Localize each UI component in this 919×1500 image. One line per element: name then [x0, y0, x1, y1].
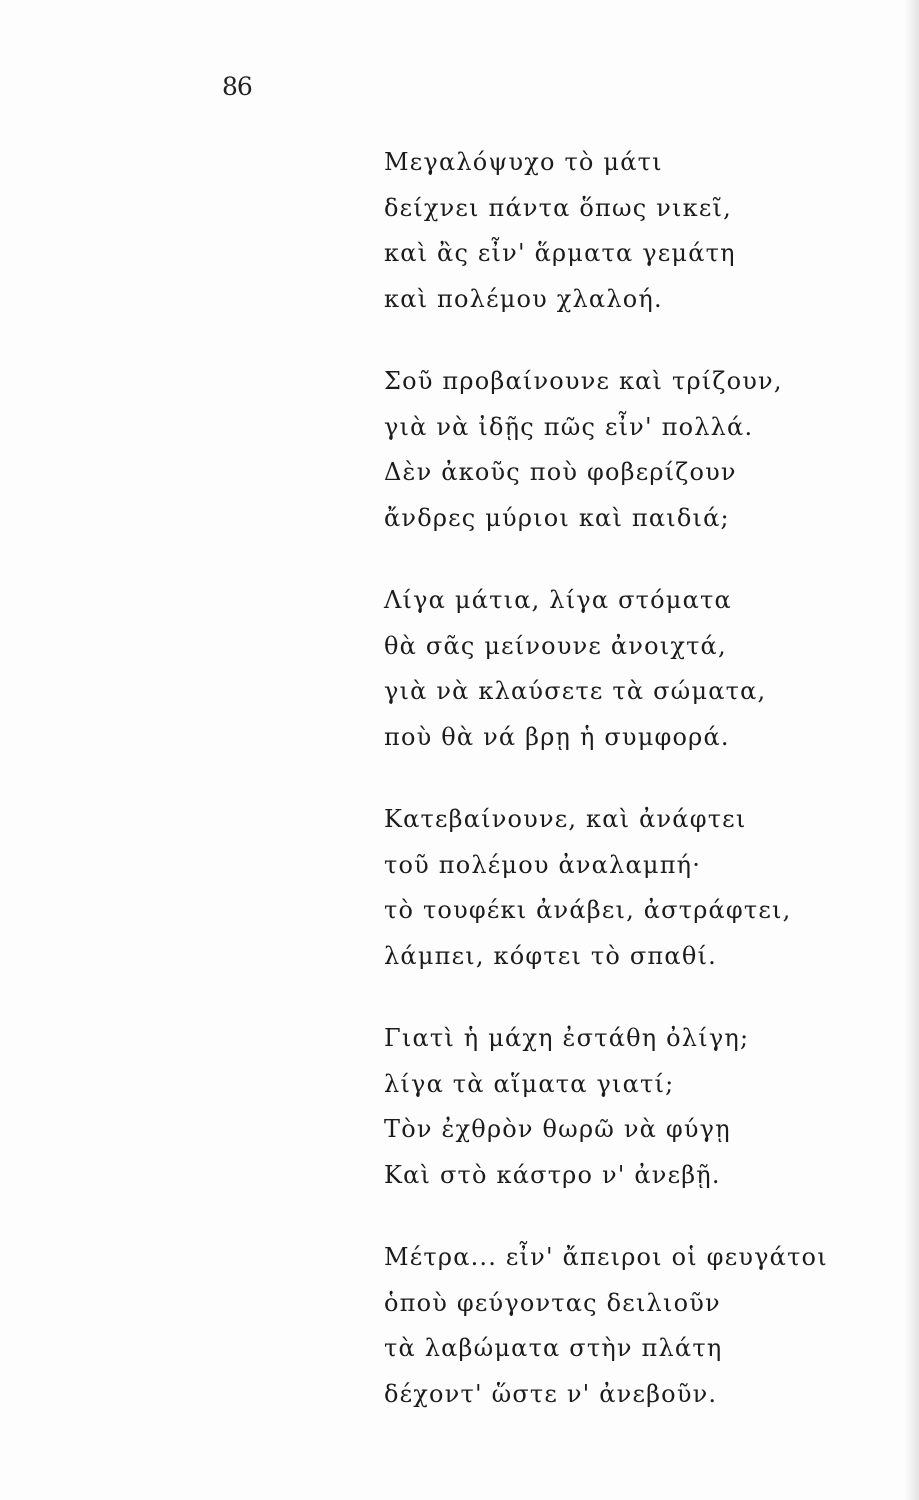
poem-line: ὁποὺ φεύγοντας δειλιοῦν	[384, 1288, 721, 1317]
stanza	[384, 578, 884, 760]
poem-line: γιὰ νὰ κλαύσετε τὰ σώματα,	[384, 677, 767, 705]
poem-line: λάμπει, κόφτει τὸ σπαθί.	[384, 941, 717, 970]
poem-line: Τὸν ἐχθρὸν θωρῶ νὰ φύγῃ	[384, 1115, 731, 1143]
page-edge-shadow	[905, 0, 919, 1500]
stanza	[384, 1235, 884, 1417]
poem-line: Σοῦ προβαίνουνε καὶ τρίζουν,	[384, 367, 783, 395]
poem-line: καὶ πολέμου χλαλοή.	[384, 284, 663, 313]
poem-line: Καὶ στὸ κάστρο ν' ἀνεβῇ.	[384, 1160, 721, 1189]
poem-line: Δὲν ἀκοῦς ποὺ φοβερίζουν	[384, 458, 737, 486]
poem-line: τὰ λαβώματα στὴν πλάτη	[384, 1334, 723, 1362]
poem-line: Κατεβαίνουνε, καὶ ἀνάφτει	[384, 805, 747, 833]
stanza	[384, 359, 884, 541]
poem-line: γιὰ νὰ ἰδῇς πῶς εἶν' πολλά.	[384, 412, 754, 441]
poem-line: τὸ τουφέκι ἀνάβει, ἀστράφτει,	[384, 896, 792, 924]
poem-line: λίγα τὰ αἵματα γιατί;	[384, 1069, 675, 1098]
poem-line: καὶ ἂς εἶν' ἅρματα γεμάτη	[384, 239, 736, 267]
poem-line: ποὺ θὰ νά βρῃ ἡ συμφορά.	[384, 722, 730, 751]
poem-line: ἄνδρες μύριοι καὶ παιδιά;	[384, 503, 730, 532]
stanza	[384, 797, 884, 979]
poem-line: Μεγαλόψυχο τὸ μάτι	[384, 148, 663, 176]
poem-line: τοῦ πολέμου ἀναλαμπή·	[384, 850, 702, 879]
stanza	[384, 140, 884, 322]
poem-line: θὰ σᾶς μείνουνε ἀνοιχτά,	[384, 631, 727, 660]
poem-line: δέχοντ' ὥστε ν' ἀνεβοῦν.	[384, 1379, 718, 1408]
page-number: 86	[222, 72, 252, 101]
poem-line: δείχνει πάντα ὅπως νικεῖ,	[384, 193, 732, 222]
poem-line: Γιατὶ ἡ μάχη ἐστάθη ὀλίγη;	[384, 1024, 750, 1052]
poem-line: Λίγα μάτια, λίγα στόματα	[384, 586, 732, 614]
poem	[384, 140, 884, 1454]
stanza	[384, 1016, 884, 1198]
poem-line: Μέτρα... εἶν' ἄπειροι οἱ φευγάτοι	[384, 1243, 828, 1271]
